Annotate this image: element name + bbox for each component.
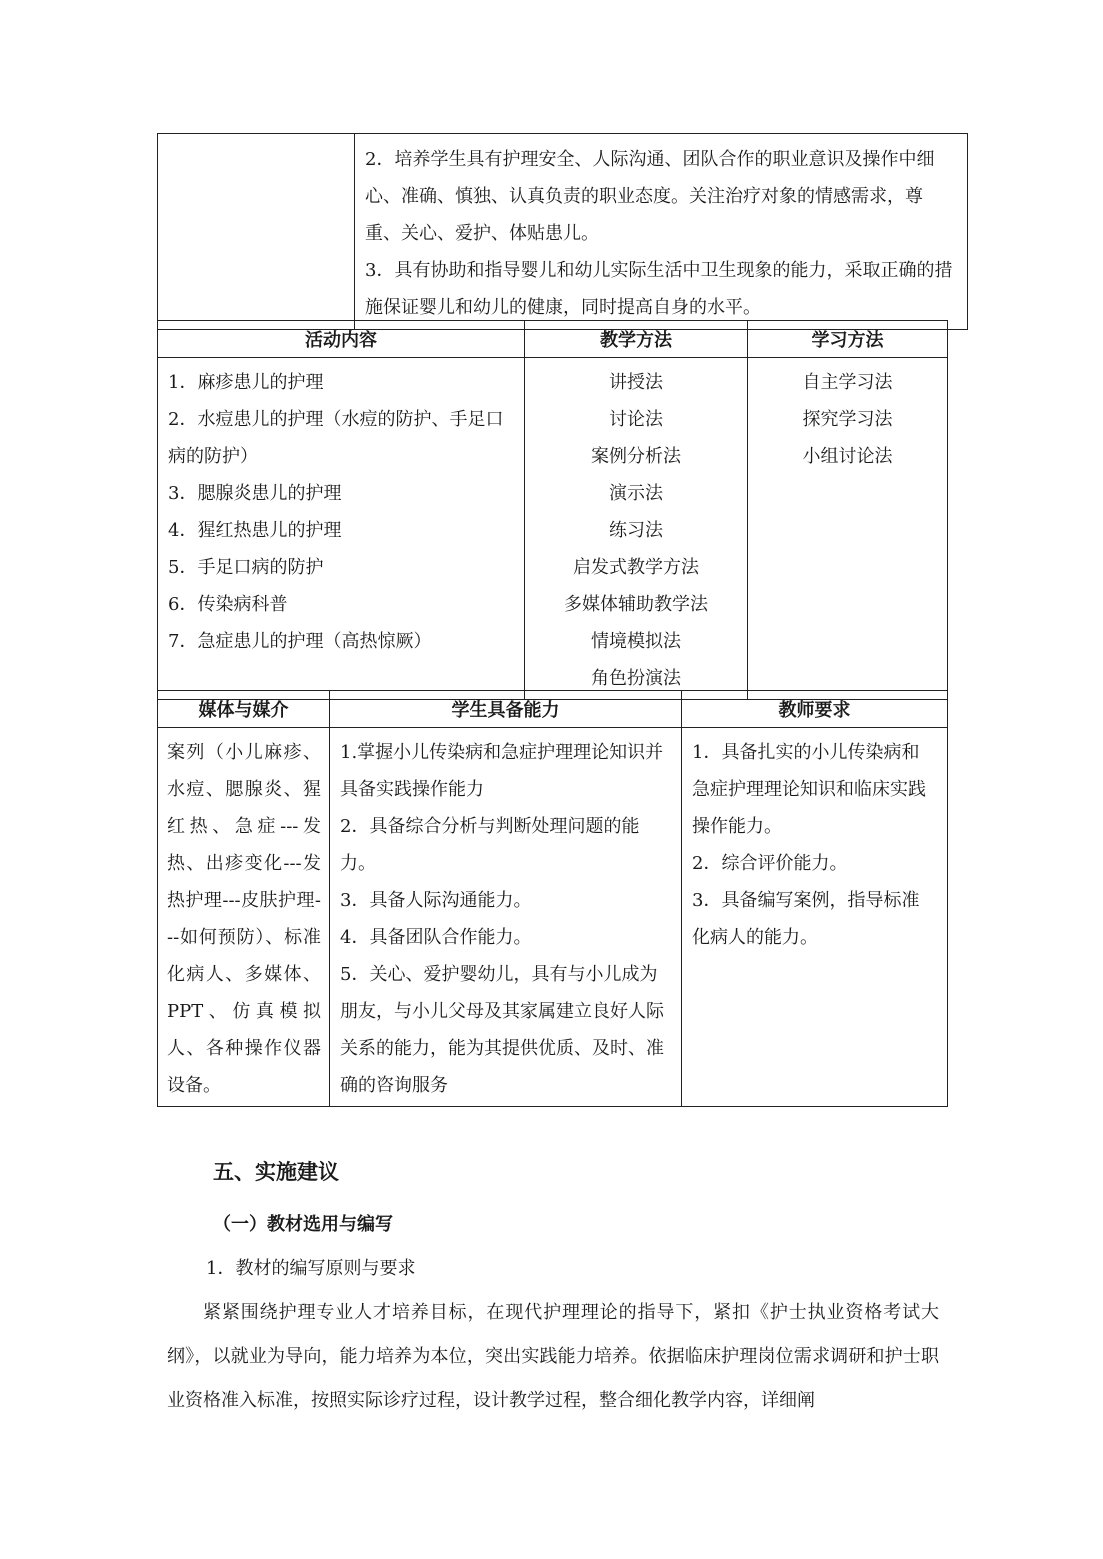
activity-list bbox=[158, 358, 525, 700]
activities-table bbox=[157, 320, 948, 700]
learning-method: 探究学习法 bbox=[802, 409, 893, 430]
teaching-method: 案例分析法 bbox=[591, 446, 681, 467]
activity-item: 3．腮腺炎患儿的护理 bbox=[168, 483, 342, 504]
header-media: 媒体与媒介 bbox=[158, 691, 330, 728]
teaching-method: 多媒体辅助教学法 bbox=[564, 594, 708, 615]
goals-content-cell bbox=[355, 134, 968, 330]
ability-item: 5．关心、爱护婴幼儿，具有与小儿成为朋友，与小儿父母及其家属建立良好人际关系的能力，能为其提供优质、及时、准确的咨询服务 bbox=[340, 964, 664, 1096]
teaching-method: 讨论法 bbox=[609, 409, 663, 430]
learning-method: 小组讨论法 bbox=[802, 446, 893, 467]
subsection-heading: （一）教材选用与编写 bbox=[213, 1214, 393, 1235]
requirement-item: 1．具备扎实的小儿传染病和急症护理理论知识和临床实践操作能力。 bbox=[692, 742, 926, 837]
header-teaching-methods: 教学方法 bbox=[525, 321, 748, 358]
ability-item: 1.掌握小儿传染病和急症护理理论知识并具备实践操作能力 bbox=[340, 742, 664, 800]
teaching-method: 启发式教学方法 bbox=[573, 557, 699, 578]
header-learning-methods: 学习方法 bbox=[748, 321, 948, 358]
goals-label-cell bbox=[158, 134, 355, 330]
header-teacher-requirements: 教师要求 bbox=[682, 691, 948, 728]
requirement-item: 3．具备编写案例，指导标准化病人的能力。 bbox=[692, 890, 920, 948]
header-activity-content: 活动内容 bbox=[158, 321, 525, 358]
section-heading: 五、实施建议 bbox=[213, 1160, 339, 1184]
teacher-requirements-list bbox=[682, 728, 948, 1107]
activity-item: 1．麻疹患儿的护理 bbox=[168, 372, 324, 393]
activity-item: 6．传染病科普 bbox=[168, 594, 288, 615]
resources-table bbox=[157, 690, 948, 1107]
activity-item: 7．急症患儿的护理（高热惊厥） bbox=[168, 631, 432, 652]
teaching-method: 角色扮演法 bbox=[591, 668, 681, 689]
goal-item: 2．培养学生具有护理安全、人际沟通、团队合作的职业意识及操作中细心、准确、慎独、认真负责的职业态度。关注治疗对象的情感需求，尊重、关心、爱护、体贴患儿。 bbox=[365, 149, 935, 244]
learning-method: 自主学习法 bbox=[802, 372, 893, 393]
teaching-method: 讲授法 bbox=[609, 372, 663, 393]
learning-method-list bbox=[748, 358, 948, 700]
goal-item: 3．具有协助和指导婴儿和幼儿实际生活中卫生现象的能力，采取正确的措施保证婴儿和幼儿的健康，同时提高自身的水平。 bbox=[365, 260, 953, 318]
header-student-abilities: 学生具备能力 bbox=[330, 691, 682, 728]
goals-table bbox=[157, 133, 968, 330]
teaching-method-list bbox=[525, 358, 748, 700]
requirement-item: 2．综合评价能力。 bbox=[692, 853, 848, 874]
body-paragraph: 紧紧围绕护理专业人才培养目标，在现代护理理论的指导下，紧扣《护士执业资格考试大纲》，以就业为导向，能力培养为本位，突出实践能力培养。依据临床护理岗位需求调研和护士职业资格准入标准，按照实际诊疗过程，设计教学过程，整合细化教学内容，详细阐 bbox=[167, 1302, 939, 1411]
ability-item: 4．具备团队合作能力。 bbox=[340, 927, 532, 948]
teaching-method: 练习法 bbox=[609, 520, 663, 541]
teaching-method: 演示法 bbox=[609, 483, 663, 504]
numbered-item: 1．教材的编写原则与要求 bbox=[206, 1258, 416, 1279]
teaching-method: 情境模拟法 bbox=[591, 631, 681, 652]
ability-item: 3．具备人际沟通能力。 bbox=[340, 890, 532, 911]
activity-item: 5．手足口病的防护 bbox=[168, 557, 324, 578]
abilities-list bbox=[330, 728, 682, 1107]
activity-item: 4．猩红热患儿的护理 bbox=[168, 520, 342, 541]
ability-item: 2．具备综合分析与判断处理问题的能力。 bbox=[340, 816, 640, 874]
activity-item: 2．水痘患儿的护理（水痘的防护、手足口病的防护） bbox=[168, 409, 504, 467]
media-cell: 案列（小儿麻疹、水痘、腮腺炎、猩红热、急症---发热、出疹变化---发热护理---皮肤护理---如何预防）、标准化病人、多媒体、PPT、仿真模拟人、各种操作仪器设备。 bbox=[158, 728, 330, 1107]
